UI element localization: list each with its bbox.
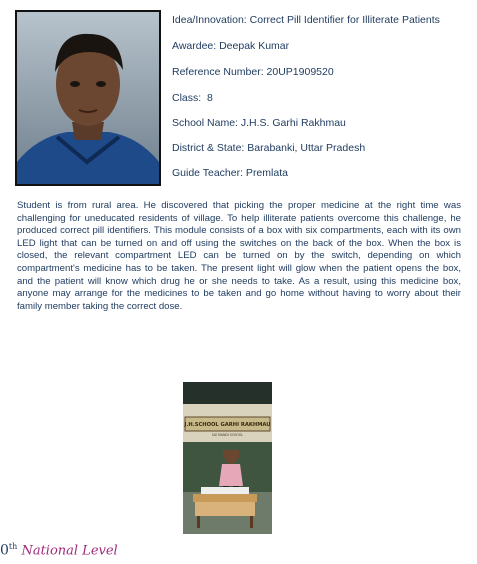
reference-number: Reference Number: 20UP1909520 (172, 66, 334, 78)
school-sign-text: J.H.SCHOOL GARHI RAKHMAU (184, 422, 271, 428)
project-photo (183, 382, 272, 534)
class-value: Class: 8 (172, 92, 213, 104)
district-state: District & State: Barabanki, Uttar Pradesh (172, 142, 366, 154)
school-sign-subtext: SAI MANDI SCHOOL (211, 433, 244, 437)
footer-badge (0, 542, 118, 564)
description-text: Student is from rural area. He discovered that picking the proper medicine at the right time was challenging for uneducated residents of village. To help illiterate patients overcome this challenge, he produced correct pill identifiers. This module consists of a box with six compartments, each with its own LED light that can be turned on and off using the switches on the back of the box. When the box is closed, the relevant compartment LED can be turned on by the switch, depending on which compartment's medicine has to be taken. The present light will glow when the patient opens the box, and the patient will know which drug he or she needs to take. As a result, using this medicine box, anyone may arrange for the medicines to be taken and go home without having to worry about their family member taking the correct dose. (17, 200, 461, 312)
school-scene-image (183, 382, 272, 534)
footer-number: 0 (0, 542, 9, 559)
guide-teacher: Guide Teacher: Premlata (172, 167, 288, 179)
footer-label: National Level (21, 543, 118, 559)
awardee-photo (15, 10, 161, 186)
awardee-name: Awardee: Deepak Kumar (172, 40, 290, 52)
idea-title: Idea/Innovation: Correct Pill Identifier for Illiterate Patients (172, 14, 440, 26)
project-description (17, 200, 461, 313)
footer-superscript: th (8, 542, 18, 551)
portrait-image (17, 12, 159, 184)
school-name: School Name: J.H.S. Garhi Rakhmau (172, 117, 346, 129)
